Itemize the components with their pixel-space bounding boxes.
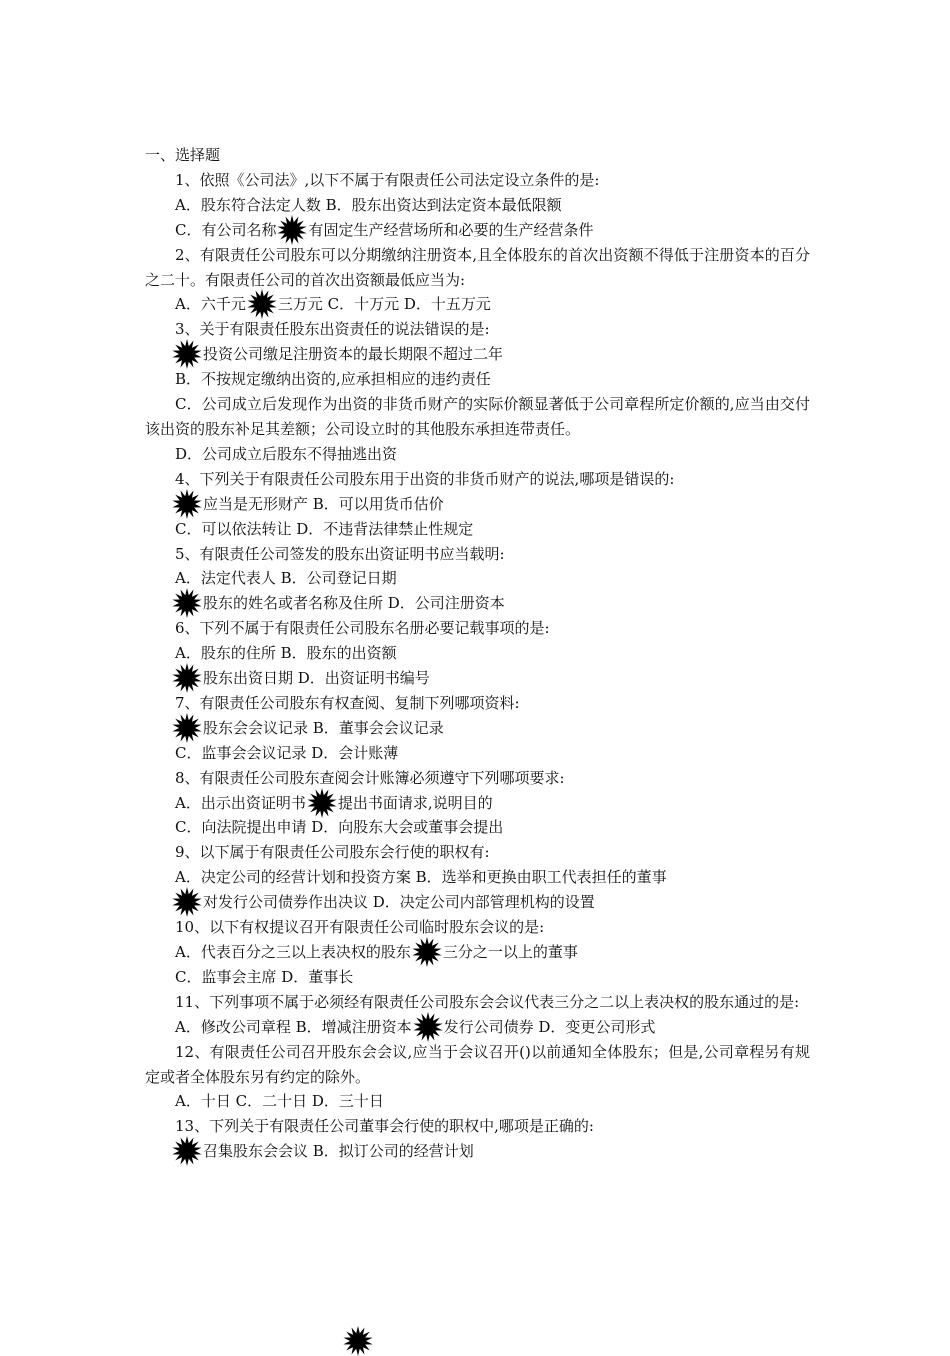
question-6-options-line-2: 股东出资日期 D．出资证明书编号: [145, 666, 810, 691]
question-1-stem: 1、依照《公司法》,以下不属于有限责任公司法定设立条件的是:: [175, 170, 600, 189]
ink-blot-icon: [171, 887, 203, 917]
question-2-stem: 2、有限责任公司股东可以分期缴纳注册资本,且全体股东的首次出资额不得低于注册资本的百分之二十。有限责任公司的首次出资额最低应当为:: [145, 245, 810, 289]
question-13-stem: 13、下列关于有限责任公司董事会行使的职权中,哪项是正确的:: [175, 1117, 594, 1136]
question-5-options-line-1: A．法定代表人 B．公司登记日期: [175, 569, 397, 588]
question-10-stem: 10、以下有权提议召开有限责任公司临时股东会议的是:: [175, 918, 545, 937]
question-3-option-d: D．公司成立后股东不得抽逃出资: [175, 444, 398, 463]
question-9-options-line-1: A．决定公司的经营计划和投资方案 B．选举和更换由职工代表担任的董事: [175, 868, 667, 887]
question-1-options-line-2: C．有公司名称 有固定生产经营场所和必要的生产经营条件: [145, 218, 810, 243]
question-3-option-b: B．不按规定缴纳出资的,应承担相应的违约责任: [175, 370, 491, 389]
question-1-options-line-1: A．股东符合法定人数 B．股东出资达到法定资本最低限额: [175, 195, 562, 214]
question-8-stem: 8、有限责任公司股东查阅会计账簿必须遵守下列哪项要求:: [175, 768, 565, 787]
question-8-options-line-1: A．出示出资证明书 提出书面请求,说明目的: [145, 791, 810, 816]
ink-blot-icon: [412, 1012, 444, 1042]
document-body: [145, 143, 810, 1164]
question-10-options-line-2: C．监事会主席 D．董事长: [175, 967, 354, 986]
question-6-options-line-1: A．股东的住所 B．股东的出资额: [175, 644, 397, 663]
question-11-stem: 11、下列事项不属于必须经有限责任公司股东会会议代表三分之二以上表决权的股东通过的是:: [175, 992, 800, 1011]
question-9-options-line-2: 对发行公司债券作出决议 D．决定公司内部管理机构的设置: [145, 890, 810, 915]
ink-blot-icon: [276, 215, 308, 245]
question-4-options-line-2: C．可以依法转让 D．不违背法律禁止性规定: [175, 519, 474, 538]
question-9-stem: 9、以下属于有限责任公司股东会行使的职权有:: [175, 843, 490, 862]
question-4-stem: 4、下列关于有限责任公司股东用于出资的非货币财产的说法,哪项是错误的:: [175, 469, 675, 488]
ink-blot-icon: [411, 937, 443, 967]
question-7-options-line-1: 股东会会议记录 B．董事会会议记录: [145, 716, 810, 741]
question-12-options: A．十日 C．二十日 D．三十日: [175, 1092, 384, 1111]
ink-blot-icon: [171, 1136, 203, 1166]
question-7-options-line-2: C．监事会会议记录 D．会计账薄: [175, 743, 399, 762]
question-3-option-c: C．公司成立后发现作为出资的非货币财产的实际价额显著低于公司章程所定价额的,应当由交付该出资的股东补足其差额；公司设立时的其他股东承担连带责任。: [145, 395, 810, 438]
question-13-options-line-1: 召集股东会会议 B．拟订公司的经营计划: [145, 1139, 810, 1164]
ink-blot-icon: [306, 788, 338, 818]
question-10-options-line-1: A．代表百分之三以上表决权的股东 三分之一以上的董事: [145, 940, 810, 965]
ink-blot-icon: [246, 289, 278, 319]
ink-blot-icon: [171, 588, 203, 618]
question-7-stem: 7、有限责任公司股东有权查阅、复制下列哪项资料:: [175, 693, 520, 712]
question-5-stem: 5、有限责任公司签发的股东出资证明书应当载明:: [175, 544, 505, 563]
question-6-stem: 6、下列不属于有限责任公司股东名册必要记载事项的是:: [175, 619, 550, 638]
ink-blot-icon: [171, 663, 203, 693]
question-5-options-line-2: 股东的姓名或者名称及住所 D．公司注册资本: [145, 591, 810, 616]
question-4-options-line-1: 应当是无形财产 B．可以用货币估价: [145, 492, 810, 517]
section-title: 一、选择题: [145, 146, 221, 164]
question-2-options: A．六千元 三万元 C．十万元 D．十五万元: [145, 292, 810, 317]
ink-blot-icon: [171, 339, 203, 369]
ink-blot-icon: [341, 1326, 375, 1356]
question-12-stem: 12、有限责任公司召开股东会会议,应当于会议召开()以前通知全体股东；但是,公司章程另有规定或者全体股东另有约定的除外。: [145, 1042, 810, 1086]
question-11-options: A．修改公司章程 B．增减注册资本 发行公司债券 D．变更公司形式: [145, 1015, 810, 1040]
question-3-stem: 3、关于有限责任股东出资责任的说法错误的是:: [175, 320, 490, 339]
ink-blot-icon: [171, 489, 203, 519]
question-8-options-line-2: C．向法院提出申请 D．向股东大会或董事会提出: [175, 818, 504, 837]
question-3-option-a: 投资公司缴足注册资本的最长期限不超过二年: [145, 342, 810, 367]
ink-blot-icon: [171, 713, 203, 743]
